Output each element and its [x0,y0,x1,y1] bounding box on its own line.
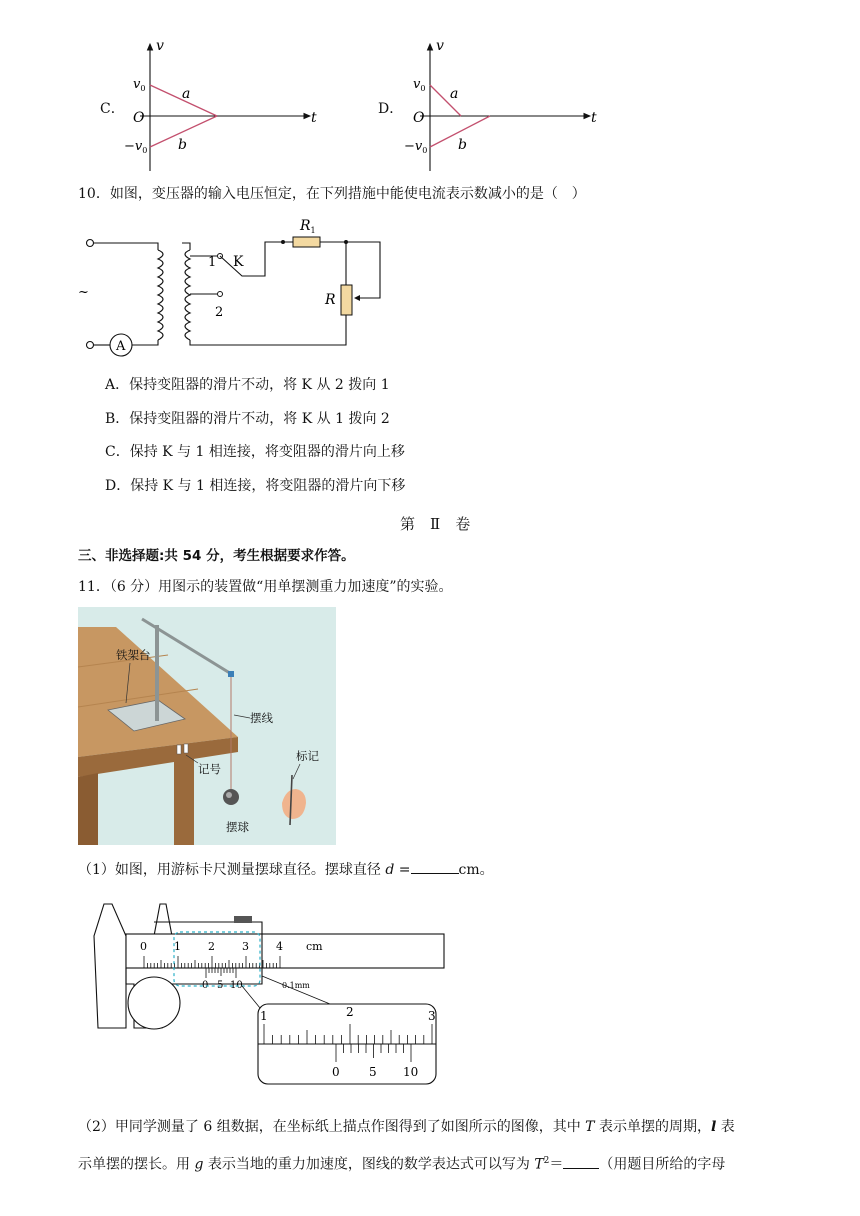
label-marker: 标记 [296,749,319,763]
ac-source-symbol: ~ [78,285,89,300]
main-num-3: 3 [242,940,249,953]
zoom-vernier-num-10: 10 [403,1065,419,1079]
graph-c-vt-diagram [110,36,330,176]
primary-coil [158,250,163,340]
main-num-4: 4 [276,940,283,953]
v0-label: $v_0$ [413,77,426,93]
table-leg [174,748,194,845]
secondary-coil [185,250,190,340]
t-axis-label: t [311,110,317,126]
graph-d-vt-diagram [390,36,610,176]
stand-rod [155,625,159,721]
main-num-0: 0 [140,940,147,953]
q10-transformer-circuit [70,212,400,362]
v-axis-label: v [436,38,444,54]
answer-blank-t2 [563,1154,599,1169]
line-a-label: a [182,86,191,102]
vernier-num-10: 10 [230,980,243,991]
vernier-num-0: 0 [202,980,209,991]
input-terminal-top [87,240,94,247]
vernier-caliper-diagram [92,896,452,1090]
vernier-num-5: 5 [217,980,224,991]
switch-k [220,242,293,276]
q10-option-c: C．保持 K 与 1 相连接，将变阻器的滑片向上移 [105,444,405,460]
zoom-main-num-2: 2 [346,1005,354,1019]
origin-label: O [133,110,145,126]
label-stand: 铁架台 [116,648,151,662]
ammeter-label: A [116,339,126,354]
tap-1-label: 1 [208,255,217,270]
zoom-vernier-num-5: 5 [369,1065,377,1079]
zoom-main-num-3: 3 [428,1009,436,1023]
rheostat-r [341,285,352,315]
q10-option-d: D．保持 K 与 1 相连接，将变阻器的滑片向下移 [105,478,406,494]
zoom-vernier-num-0: 0 [332,1065,340,1079]
graph-c-option-label: C． [100,101,125,117]
answer-blank-d [411,859,459,874]
line-b-label: b [178,137,187,153]
tap-2-label: 2 [215,305,224,320]
r1-label: $R_1$ [300,218,316,235]
q11-part2-line2: 示单摆的摆长。用 g 表示当地的重力加速度，图线的数学表达式可以写为 $T^2=$ （用题目所给的字母 [78,1151,725,1175]
precision-label: 0.1mm [282,981,310,990]
part-2-title: 第 Ⅱ 卷 [400,515,471,533]
neg-v0-label: $-v_0$ [404,139,428,155]
line-b-label: b [458,137,467,153]
neg-v0-label: $-v_0$ [124,139,148,155]
input-terminal-bottom [87,342,94,349]
zoom-main-num-1: 1 [260,1009,268,1023]
main-num-1: 1 [174,940,181,953]
vernier-scale-ticks [206,968,236,978]
origin-label: O [413,110,425,126]
v-axis-label: v [156,38,164,54]
q11-part1: （1）如图，用游标卡尺测量摆球直径。摆球直径 d = cm。 [78,859,494,880]
q10-option-a: A．保持变阻器的滑片不动，将 K 从 2 拨向 1 [105,377,390,393]
v0-label: $v_0$ [133,77,146,93]
resistor-r1 [293,237,320,247]
main-unit: cm [306,940,323,953]
label-ball: 摆球 [226,820,249,834]
q11-part2-line1: （2）甲同学测量了 6 组数据，在坐标纸上描点作图得到了如图所示的图像，其中 T 表示单摆的周期，l 表 [78,1119,735,1135]
q10-stem: 10．如图，变压器的输入电压恒定，在下列措施中能使电流表示数减小的是（ ） [78,186,586,202]
q11-stem: 11．（6 分）用图示的装置做“用单摆测重力加速度”的实验。 [78,579,453,595]
tap-2 [218,292,223,297]
pendulum-apparatus-photo [78,607,336,845]
main-num-2: 2 [208,940,215,953]
pendulum-ball [128,977,180,1029]
q10-option-b: B．保持变阻器的滑片不动，将 K 从 1 拨向 2 [105,411,390,427]
section-3-heading: 三、非选择题:共 54 分，考生根据要求作答。 [78,548,355,564]
switch-k-label: K [233,254,244,270]
t-axis-label: t [591,110,597,126]
line-a-label: a [450,86,459,102]
r-label: R [325,292,336,308]
fixed-jaw [94,904,126,1028]
graph-d-option-label: D． [378,101,404,117]
label-mark-symbol: 记号 [198,762,221,776]
label-line: 摆线 [250,711,273,725]
